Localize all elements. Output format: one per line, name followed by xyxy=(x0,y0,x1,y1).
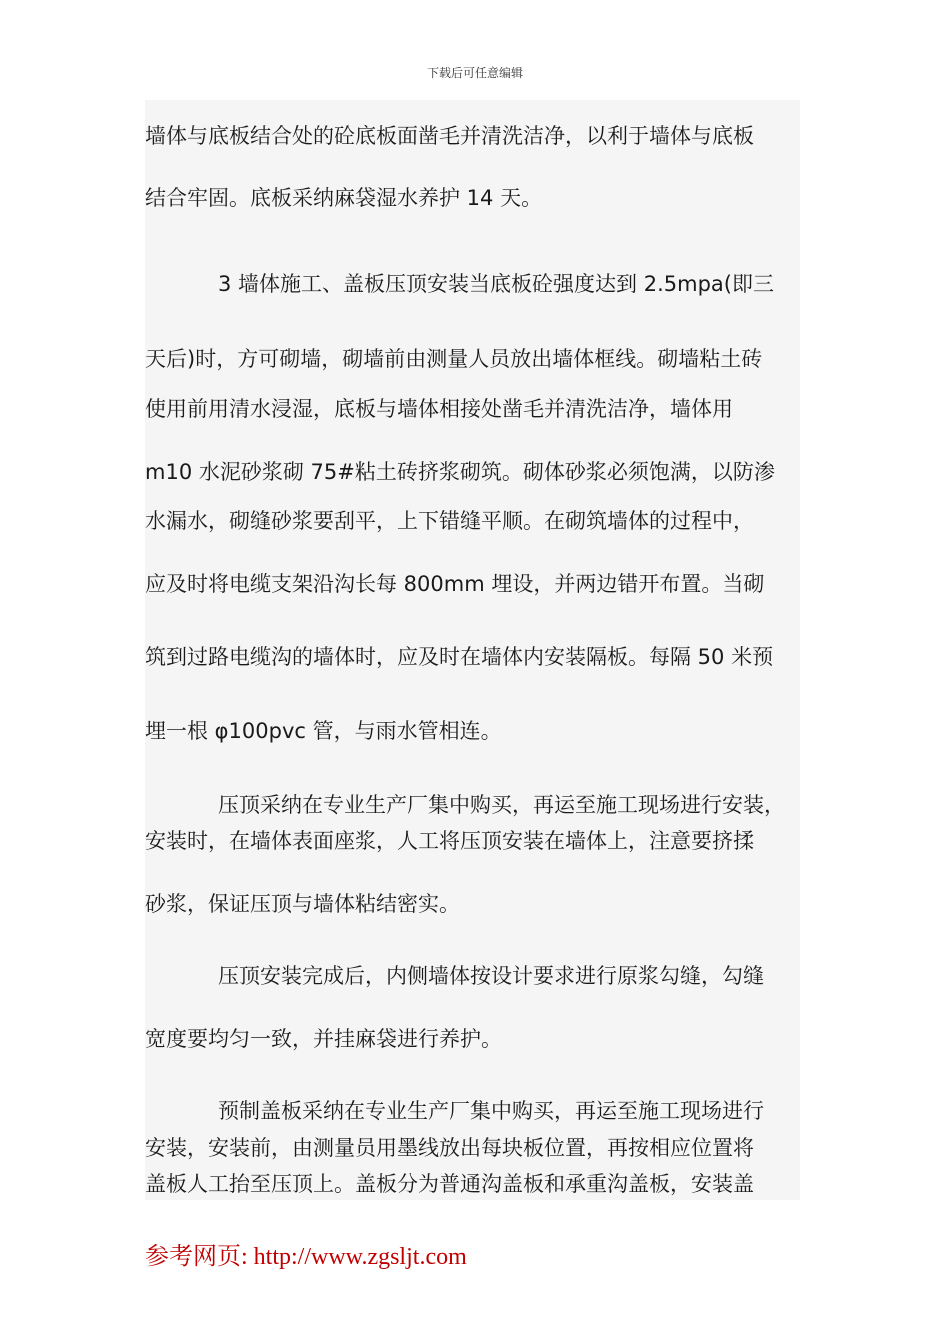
paragraph-line: m10 水泥砂浆砌 75#粘土砖挤浆砌筑。砌体砂浆必须饱满，以防渗 xyxy=(145,460,775,484)
page-header: 下载后可任意编辑 xyxy=(426,66,523,80)
paragraph-line: 应及时将电缆支架沿沟长每 800mm 埋设，并两边错开布置。当砌 xyxy=(145,572,765,596)
paragraph-line: 安装时，在墙体表面座浆，人工将压顶安装在墙体上，注意要挤揉 xyxy=(145,829,754,853)
paragraph-line: 压顶采纳在专业生产厂集中购买，再运至施工现场进行安装， xyxy=(218,793,785,817)
paragraph-line: 筑到过路电缆沟的墙体时，应及时在墙体内安装隔板。每隔 50 米预 xyxy=(145,645,774,669)
paragraph-line: 结合牢固。底板采纳麻袋湿水养护 14 天。 xyxy=(145,186,543,210)
paragraph-line: 墙体与底板结合处的砼底板面凿毛并清洗洁净，以利于墙体与底板 xyxy=(145,124,754,148)
paragraph-line: 盖板人工抬至压顶上。盖板分为普通沟盖板和承重沟盖板，安装盖 xyxy=(145,1172,754,1196)
paragraph-line: 3 墙体施工、盖板压顶安装当底板砼强度达到 2.5mpa(即三 xyxy=(218,272,774,296)
reference-link[interactable]: 参考网页: http://www.zgsljt.com xyxy=(145,1244,467,1270)
paragraph-line: 宽度要均匀一致，并挂麻袋进行养护。 xyxy=(145,1027,502,1051)
paragraph-line: 压顶安装完成后，内侧墙体按设计要求进行原浆勾缝，勾缝 xyxy=(218,964,764,988)
paragraph-line: 使用前用清水浸湿，底板与墙体相接处凿毛并清洗洁净，墙体用 xyxy=(145,397,733,421)
paragraph-line: 水漏水，砌缝砂浆要刮平，上下错缝平顺。在砌筑墙体的过程中， xyxy=(145,509,754,533)
paragraph-line: 埋一根 φ100pvc 管，与雨水管相连。 xyxy=(145,719,502,743)
paragraph-line: 安装，安装前，由测量员用墨线放出每块板位置，再按相应位置将 xyxy=(145,1136,754,1160)
paragraph-line: 预制盖板采纳在专业生产厂集中购买，再运至施工现场进行 xyxy=(218,1099,764,1123)
paragraph-line: 砂浆，保证压顶与墙体粘结密实。 xyxy=(145,892,460,916)
paragraph-line: 天后)时，方可砌墙，砌墙前由测量人员放出墙体框线。砌墙粘土砖 xyxy=(145,347,763,371)
